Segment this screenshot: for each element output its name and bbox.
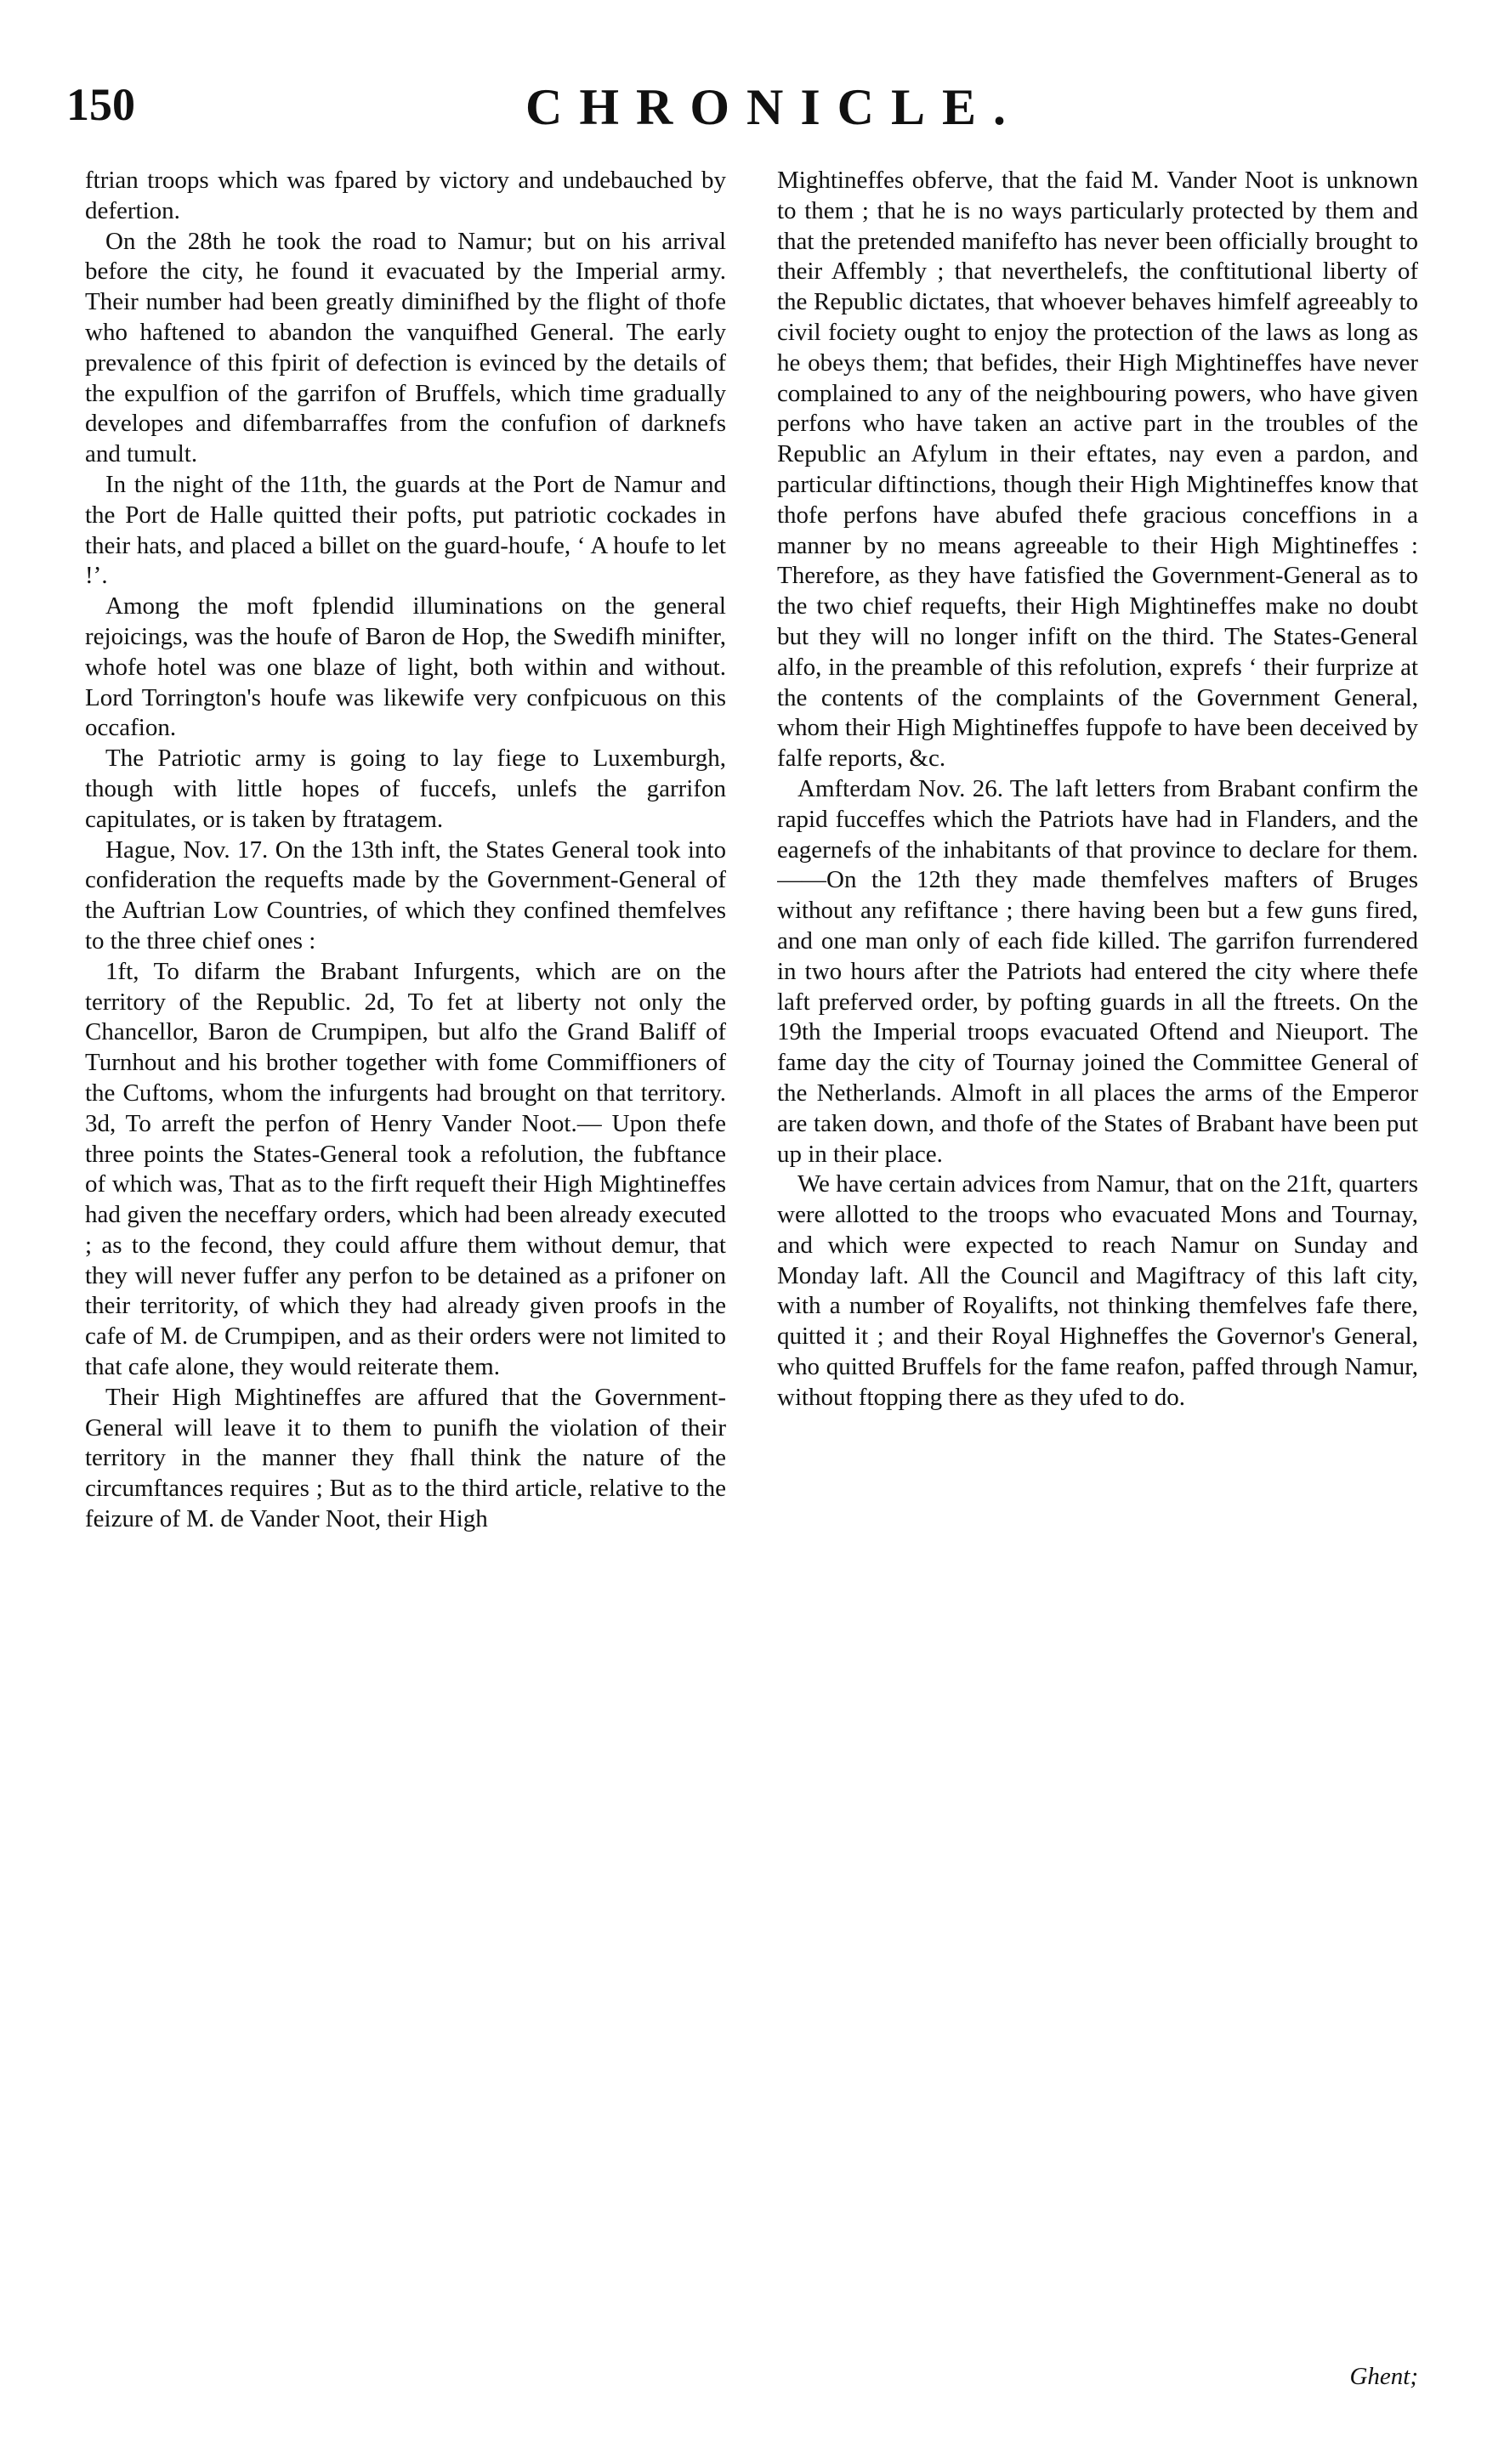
paragraph: 1ft, To difarm the Brabant Infurgents, which are on the territory of the Republic. 2d, To fet at liberty not only the Chancellor, Baron de Crumpipen, but alfo the Grand Baliff of Turnhout and his brother together with fome Commiffioners of the Cuftoms, whom the infurgents had brought on that territory. 3d, To arreft the perfon of Henry Vander Noot.— Upon thefe three points the States-General took a refolution, the fubftance of which was, That as to the firft requeft their High Mightineffes had given the neceffary orders, which had been already executed ; as to the fecond, they could affure them without demur, that they will never fuffer any perfon to be detained as a prifoner on their territority, of which they had already given proofs in the cafe of M. de Crumpipen, and as their orders were not limited to that cafe alone, they would reiterate them. (85, 957, 726, 1381)
text-columns (85, 166, 1418, 2393)
paragraph: On the 28th he took the road to Namur; but on his arrival before the city, he found it evacuated by the Imperial army. Their number had been greatly diminifhed by the flight of thofe who haftened to abandon the vanquifhed General. The early prevalence of this fpirit of defection is evinced by the details of the expulfion of the garrifon of Bruffels, which time gradually developes and difembarraffes from the confufion of darknefs and tumult. (85, 227, 726, 468)
page-header (66, 78, 1444, 155)
paragraph: Their High Mightineffes are affured that the Government-General will leave it to them to punifh the violation of their territory in the manner they fhall think the nature of the circumftances requires ; But as to the third article, relative to the feizure of M. de Vander Noot, their High (85, 1383, 726, 1533)
paragraph: Mightineffes obferve, that the faid M. Vander Noot is unknown to them ; that he is no ways particularly protected by them and that the pretended manifefto has never been officially brought to their Affembly ; that neverthelefs, the conftitutional liberty of the Republic dictates, that whoever behaves himfelf agreeably to civil fociety ought to enjoy the protection of the laws as long as he obeys them; that befides, their High Mightineffes have never complained to any of the neighbouring powers, who have given perfons who have taken an active part in the troubles of the Republic an Afylum in their eftates, nay even a pardon, and particular diftinctions, though their High Mightineffes know that thofe perfons have abufed thefe gracious conceffions in a manner by no means agreeable to their High Mightineffes : Therefore, as they have fatisfied the Government-General as to the two chief requefts, their High Mightineffes make no doubt but they will no longer infift on the third. The States-General alfo, in the preamble of this refolution, exprefs ‘ their furprize at the contents of the complaints of the Government General, whom their High Mightineffes fuppofe to have been deceived by falfe reports, &c. (777, 167, 1418, 773)
paragraph: Among the moft fplendid illuminations on the general rejoicings, was the houfe of Baron de Hop, the Swedifh minifter, whofe hotel was one blaze of light, both within and without. Lord Torrington's houfe was likewife very confpicuous on this occafion. (85, 592, 726, 742)
paragraph: In the night of the 11th, the guards at the Port de Namur and the Port de Halle quitted their pofts, put patriotic cockades in their hats, and placed a billet on the guard-houfe, ‘ A houfe to let !’. (85, 470, 726, 590)
paragraph: The Patriotic army is going to lay fiege to Luxemburgh, though with little hopes of fuccefs, unlefs the garrifon capitulates, or is taken by ftratagem. (85, 745, 726, 833)
running-title: CHRONICLE. (525, 79, 1024, 135)
catchword: Ghent; (1349, 2363, 1418, 2391)
left-column (85, 166, 726, 2393)
paragraph: Amfterdam Nov. 26. The laft letters from Brabant confirm the rapid fucceffes which the Patriots have had in Flanders, and the eagernefs of the inhabitants of that province to declare for them.——On the 12th they made themfelves mafters of Bruges without any refiftance ; there having been but a few guns fired, and one man only of each fide killed. The garrifon furrendered in two hours after the Patriots had entered the city where thefe laft preferved order, by pofting guards in all the ftreets. On the 19th the Imperial troops evacuated Oftend and Nieuport. The fame day the city of Tournay joined the Committee General of the Netherlands. Almoft in all places the arms of the Emperor are taken down, and thofe of the States of Brabant have been put up in their place. (777, 774, 1418, 1168)
right-column (777, 166, 1418, 2393)
paragraph: We have certain advices from Namur, that on the 21ft, quarters were allotted to the troops who evacuated Mons and Tournay, and which were expected to reach Namur on Sunday and Monday laft. All the Council and Magiftracy of this laft city, with a number of Royalifts, not thinking themfelves fafe there, quitted it ; and their Royal Highneffes the Governor's General, who quitted Bruffels for the fame reafon, paffed through Namur, without ftopping there as they ufed to do. (777, 1170, 1418, 1411)
page-number: 150 (66, 79, 135, 130)
paragraph: Hague, Nov. 17. On the 13th inft, the States General took into confideration the requefts made by the Government-General of the Auftrian Low Countries, of which they confined themfelves to the three chief ones : (85, 835, 726, 954)
paragraph: ftrian troops which was fpared by victory and undebauched by defertion. (85, 167, 726, 224)
